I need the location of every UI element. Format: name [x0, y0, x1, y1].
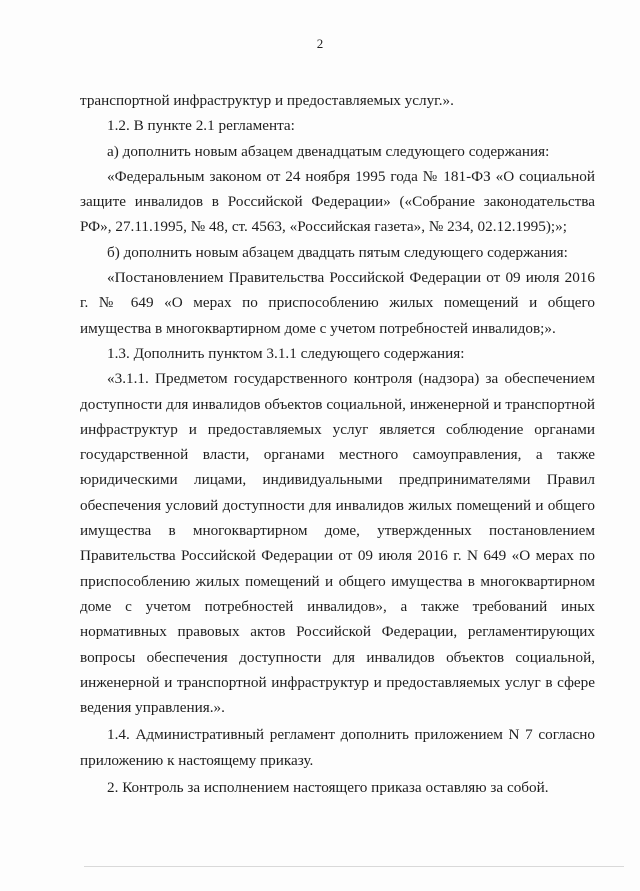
bottom-divider: [84, 866, 624, 867]
paragraph-item-2: 2. Контроль за исполнением настоящего приказа оставляю за собой.: [107, 779, 549, 797]
paragraph-subitem-a: а) дополнить новым абзацем двенадцатым следующего содержания:: [107, 142, 550, 160]
paragraph-subitem-b: б) дополнить новым абзацем двадцать пятым следующего содержания:: [107, 243, 568, 261]
paragraph-item-1-4: 1.4. Административный регламент дополнить приложением N 7 согласно приложению к настоящему приказу.: [80, 726, 595, 769]
paragraph-quote-resolution: «Постановлением Правительства Российской Федерации от 09 июля 2016 г. № 649 «О мерах по приспособлению жилых помещений и общего имущества в многоквартирном доме с учетом потребностей инвалидов;».: [80, 269, 595, 337]
paragraph-quote-federal-law: «Федеральным законом от 24 ноября 1995 года № 181-ФЗ «О социальной защите инвалидов в Российской Федерации» («Собрание законодательства РФ», 27.11.1995, № 48, ст. 4563, «Российская газета», № 234, 02.12.1995);»;: [80, 167, 595, 236]
paragraph-item-1-2: 1.2. В пункте 2.1 регламента:: [107, 117, 295, 135]
paragraph-continuation: транспортной инфраструктур и предоставляемых услуг.».: [80, 92, 454, 109]
paragraph-clause-3-1-1: «3.1.1. Предметом государственного контроля (надзора) за обеспечением доступности для инвалидов объектов социальной, инженерной и транспортной инфраструктур и предоставляемых услуг является соблюдение органами государственной власти, органами местного самоуправления, а также юридическими лицами, индивидуальными предпринимателями Правил обеспечения условий доступности для инвалидов жилых помещений и общего имущества в многоквартирном доме, утвержденных постановлением Правительства Российской Федерации от 09 июля 2016 г. N 649 «О мерах по приспособлению жилых помещений и общего имущества в многоквартирном доме с учетом потребностей инвалидов», а также требований иных нормативных правовых актов Российской Федерации, регламентирующих вопросы обеспечения доступности для инвалидов объектов социальной, инженерной и транспортной инфраструктур и предоставляемых услуг в сфере ведения управления.».: [80, 370, 595, 717]
page-number: 2: [316, 36, 324, 51]
paragraph-item-1-3: 1.3. Дополнить пунктом 3.1.1 следующего содержания:: [107, 344, 465, 362]
document-body: [80, 88, 595, 800]
